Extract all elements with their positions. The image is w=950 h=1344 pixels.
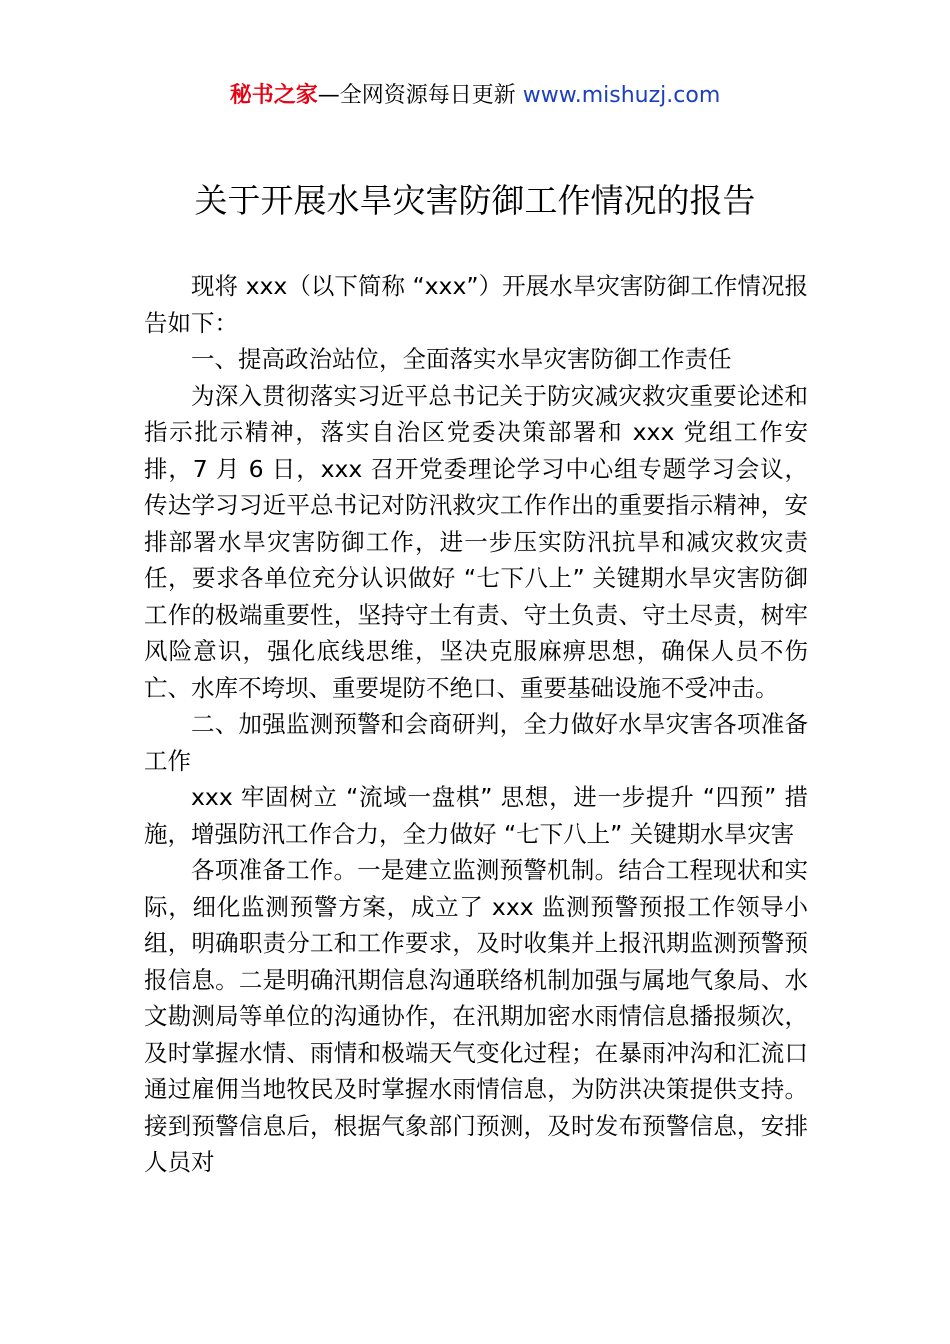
site-brand: 秘书之家	[229, 83, 318, 108]
document-title: 关于开展水旱灾害防御工作情况的报告	[194, 181, 756, 220]
paragraph-section-2a: xxx 牢固树立 “流域一盘棋” 思想，进一步提升 “四预” 措施，增强防汛工作合力，全力做好 “七下八上” 关键期水旱灾害	[144, 783, 808, 848]
section-heading-2: 二、加强监测预警和会商研判，全力做好水旱灾害各项准备工作	[144, 710, 808, 775]
section-heading-1: 一、提高政治站位，全面落实水旱灾害防御工作责任	[191, 345, 732, 373]
site-header	[0, 80, 950, 112]
paragraph-section-1: 为深入贯彻落实习近平总书记关于防灾减灾救灾重要论述和指示批示精神，落实自治区党委决策部署和 xxx 党组工作安排，7 月 6 日，xxx 召开党委理论学习中心组专题学习会议，传达学习习近平总书记对防汛救灾工作作出的重要指示精神，安排部署水旱灾害防御工作，进一步压实防汛抗旱和减灾救灾责任，要求各单位充分认识做好 “七下八上” 关键期水旱灾害防御工作的极端重要性，坚持守土有责、守土负责、守土尽责，树牢风险意识，强化底线思维，坚决克服麻痹思想，确保人员不伤亡、水库不垮坝、重要堤防不绝口、重要基础设施不受冲击。	[144, 381, 808, 702]
paragraph-intro: 现将 xxx（以下简称 “xxx”）开展水旱灾害防御工作情况报告如下：	[144, 272, 808, 337]
document-body	[144, 268, 808, 1181]
site-tagline: —全网资源每日更新	[317, 83, 523, 108]
site-url-link[interactable]: www.mishuzj.com	[522, 83, 721, 108]
paragraph-section-2b: 各项准备工作。一是建立监测预警机制。结合工程现状和实际，细化监测预警方案，成立了 xxx 监测预警预报工作领导小组，明确职责分工和工作要求，及时收集并上报汛期监测预警预报信息。二是明确汛期信息沟通联络机制加强与属地气象局、水文勘测局等单位的沟通协作，在汛期加密水雨情信息播报频次，及时掌握水情、雨情和极端天气变化过程；在暴雨冲沟和汇流口通过雇佣当地牧民及时掌握水雨情信息，为防洪决策提供支持。接到预警信息后，根据气象部门预测，及时发布预警信息，安排人员对	[144, 856, 808, 1176]
